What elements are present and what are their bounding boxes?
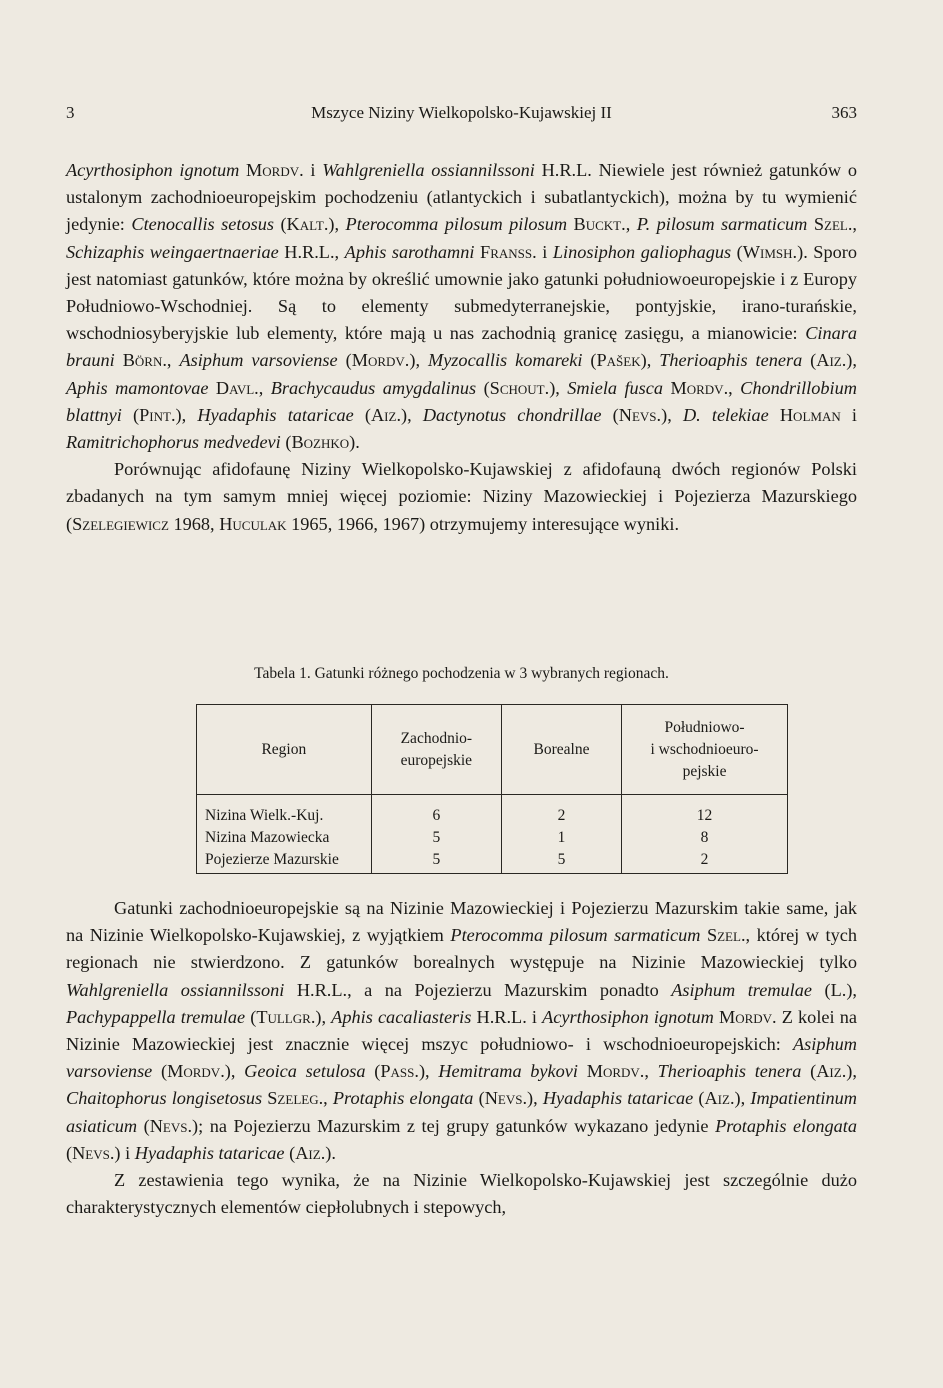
section-number: 3 <box>66 103 75 122</box>
species-name: D. telekiae <box>682 404 769 425</box>
author-name: Tullgr <box>256 1006 311 1027</box>
species-name: Impatientinum asiaticum <box>66 1088 857 1136</box>
species-name: Acyrthosiphon ignotum <box>66 160 240 180</box>
cell-west: 5 <box>371 827 501 849</box>
author-name: Szelegiewicz <box>72 513 169 534</box>
author-name: Schout <box>489 377 545 398</box>
cell-west: 5 <box>371 849 501 874</box>
species-name: Hyadaphis tataricae <box>197 404 354 425</box>
table-row <box>197 849 788 874</box>
species-name: Myzocallis komareki <box>427 350 583 371</box>
author-name: Mordv <box>246 160 300 180</box>
species-name: Chondrillobium blattnyi <box>66 377 857 425</box>
header-south-east-european <box>622 705 788 795</box>
table-row <box>197 795 788 828</box>
table-header-row <box>197 705 788 795</box>
text-block-bottom <box>66 895 857 1221</box>
author-name: Mordv <box>718 1006 773 1027</box>
header-west-european <box>371 705 501 795</box>
author-name: Mordv <box>351 350 405 371</box>
author-name: Pint <box>139 404 171 425</box>
cell-region: Nizina Wielk.-Kuj. <box>197 795 372 828</box>
species-name: Brachycaudus amygdalinus <box>270 377 477 398</box>
author-name: Nevs <box>484 1088 523 1109</box>
paragraph-4: Z zestawienia tego wynika, że na Nizinie Wielkopolsko-Kujawskiej jest szczególnie dużo charakterystycznych elementów ciepłolubnych i stepowych, <box>66 1170 857 1218</box>
author-name: Mordv <box>167 1061 221 1082</box>
cell-region: Pojezierze Mazurskie <box>197 849 372 874</box>
species-name: Schizaphis weingaertnaeriae <box>66 241 279 262</box>
header-southeast-line-3: pejskie <box>682 762 727 780</box>
species-name: Asiphum varsoviense <box>179 350 338 371</box>
author-name: Mordv <box>586 1061 640 1082</box>
table-row <box>197 827 788 849</box>
author-name: Nevs <box>618 404 657 425</box>
author-name: Huculak <box>219 513 287 534</box>
author-name: Bozhko <box>291 432 350 453</box>
header-region: Region <box>197 705 372 795</box>
species-name: Hyadaphis tataricae <box>542 1088 694 1109</box>
species-name: P. pilosum sarmaticum <box>636 214 808 235</box>
species-name: Acyrthosiphon ignotum <box>542 1006 714 1027</box>
header-west-line-1: Zachodnio- <box>400 729 473 747</box>
species-name: Pterocomma pilosum sarmaticum <box>450 925 701 946</box>
table-caption: Tabela 1. Gatunki różnego pochodzenia w 3 wybranych regionach. <box>254 665 669 682</box>
header-west-line-2: europejskie <box>400 751 473 769</box>
species-name: Pachypappella tremulae <box>66 1006 246 1027</box>
species-origin-table <box>196 704 788 874</box>
header-southeast-line-1: Południowo- <box>664 718 745 736</box>
cell-boreal: 1 <box>501 827 621 849</box>
species-name: Smiela fusca <box>567 377 664 398</box>
author-name: Aiz <box>816 350 842 371</box>
species-name: Dactynotus chondrillae <box>422 404 602 425</box>
author-name: Szel <box>813 214 848 235</box>
author-name: Kalt <box>286 214 324 235</box>
page-number: 363 <box>831 103 857 122</box>
author-name: Davl <box>215 377 255 398</box>
author-name: Börn <box>122 350 163 371</box>
cell-southeast: 2 <box>622 849 788 874</box>
species-name: Wahlgreniella ossiannilssoni <box>66 979 285 1000</box>
running-title: Mszyce Niziny Wielkopolsko-Kujawskiej II <box>311 103 612 122</box>
species-name: Aphis sarothamni <box>344 241 475 262</box>
cell-region: Nizina Mazowiecka <box>197 827 372 849</box>
species-name: Pterocomma pilosum pilosum <box>345 214 568 235</box>
paragraph-3: Gatunki zachodnioeuropejskie są na Nizinie Mazowieckiej i Pojezierzu Mazurskim takie same, jak na Nizinie Wielkopolsko-Kujawskiej, z wyjątkiem Pterocomma pilosum sarmaticum Szel., której w tych regionach nie stwierdzono. Z gatunków borealnych występuje na Nizinie Mazowieckiej tylko Wahlgreniella ossiannilssoni H.R.L., a na Pojezierzu Mazurskim ponadto Asiphum tremulae (L.), Pachypappella tremulae (Tullgr.), Aphis cacaliasteris H.R.L. i Acyrthosiphon ignotum Mordv. Z kolei na Nizinie Mazowieckiej jest znacznie więcej mszyc południowo- i wschodnioeuropejskich: Asiphum varsoviense (Mordv.), Geoica setulosa (Pass.), Hemitrama bykovi Mordv., Therioaphis tenera (Aiz.), Chaitophorus longisetosus Szeleg., Protaphis elongata (Nevs.), Hyadaphis tataricae (Aiz.), Impatientinum asiaticum (Nevs.); na Pojezierzu Mazurskim z tej grupy gatunków wykazano jedynie Protaphis elongata (Nevs.) i Hyadaphis tataricae (Aiz.). <box>66 898 857 1163</box>
header-southeast-line-2: i wschodnioeuro- <box>650 740 759 758</box>
cell-boreal: 2 <box>501 795 621 828</box>
species-name: Therioaphis tenera <box>657 1061 802 1082</box>
cell-west: 6 <box>371 795 501 828</box>
author-name: Aiz <box>816 1061 842 1082</box>
species-name: Hemitrama bykovi <box>438 1061 578 1082</box>
species-name: Therioaphis tenera <box>659 350 803 371</box>
species-name: Ramitrichophorus medvedevi <box>66 432 281 453</box>
running-header <box>66 103 857 129</box>
author-name: Nevs <box>72 1142 110 1163</box>
species-name: Protaphis elongata <box>332 1088 474 1109</box>
text-block-top <box>66 157 857 538</box>
paragraph-1: Acyrthosiphon ignotum Mordv. i Wahlgreniella ossiannilssoni H.R.L. Niewiele jest również gatunków o ustalonym zachodnioeuropejskim pochodzeniu (atlantyckich i subatlantyckich), można by tu wymienić jedynie: Ctenocallis setosus (Kalt.), Pterocomma pilosum pilosum Buckt., P. pilosum sarmaticum Szel., Schizaphis weingaertnaeriae H.R.L., Aphis sarothamni Franss. i Linosiphon galiophagus (Wimsh.). Sporo jest natomiast gatunków, które można by określić umownie jako gatunki południowoeuropejskie i z Europy Południowo-Wschodniej. Są to elementy submedyterranejskie, pontyjskie, irano-turańskie, wschodniosyberyjskie lub elementy, które mają u nas zachodnią granicę zasięgu, a mianowicie: Cinara brauni Börn., Asiphum varsoviense (Mordv.), Myzocallis komareki (Pašek), Therioaphis tenera (Aiz.), Aphis mamontovae Davl., Brachycaudus amygdalinus (Schout.), Smiela fusca Mordv., Chondrillobium blattnyi (Pint.), Hyadaphis tataricae (Aiz.), Dactynotus chondrillae (Nevs.), D. telekiae Holman i Ramitrichophorus medvedevi (Bozhko). <box>66 160 858 453</box>
author-name: Wimsh <box>742 241 793 262</box>
author-name: Pass <box>380 1061 415 1082</box>
species-name: Chaitophorus longisetosus <box>66 1088 263 1109</box>
author-name: Holman <box>779 404 841 425</box>
author-name: Szeleg <box>267 1088 319 1109</box>
author-name: Aiz <box>704 1088 730 1109</box>
species-name: Linosiphon galiophagus <box>552 241 732 262</box>
author-name: Szel <box>706 925 741 946</box>
species-name: Aphis cacaliasteris <box>331 1006 472 1027</box>
paragraph-2: Porównując afidofaunę Niziny Wielkopolsko-Kujawskiej z afidofauną dwóch regionów Polski zbadanych na tym samym mniej więcej poziomie: Niziny Mazowieckiej i Pojezierza Mazurskiego (Szelegiewicz 1968, Huculak 1965, 1966, 1967) otrzymujemy interesujące wyniki. <box>66 459 857 534</box>
author-name: Pašek <box>596 350 641 371</box>
species-name: Asiphum varsoviense <box>66 1034 857 1082</box>
author-name: Buckt <box>573 214 622 235</box>
cell-southeast: 12 <box>622 795 788 828</box>
cell-southeast: 8 <box>622 827 788 849</box>
author-name: Aiz <box>370 404 397 425</box>
header-boreal: Borealne <box>501 705 621 795</box>
species-name: Wahlgreniella ossiannilssoni <box>322 160 535 180</box>
author-name: Aiz <box>295 1142 321 1163</box>
author-name: Nevs <box>149 1115 188 1136</box>
species-name: Ctenocallis setosus <box>131 214 274 235</box>
species-name: Geoica setulosa <box>244 1061 366 1082</box>
species-name: Cinara brauni <box>66 323 857 371</box>
author-name: Franss <box>480 241 533 262</box>
cell-boreal: 5 <box>501 849 621 874</box>
species-name: Aphis mamontovae <box>66 377 209 398</box>
species-name: Asiphum tremulae <box>671 979 813 1000</box>
author-name: Mordv <box>670 377 724 398</box>
species-name: Hyadaphis tataricae <box>134 1142 285 1163</box>
species-name: Protaphis elongata <box>715 1115 857 1136</box>
